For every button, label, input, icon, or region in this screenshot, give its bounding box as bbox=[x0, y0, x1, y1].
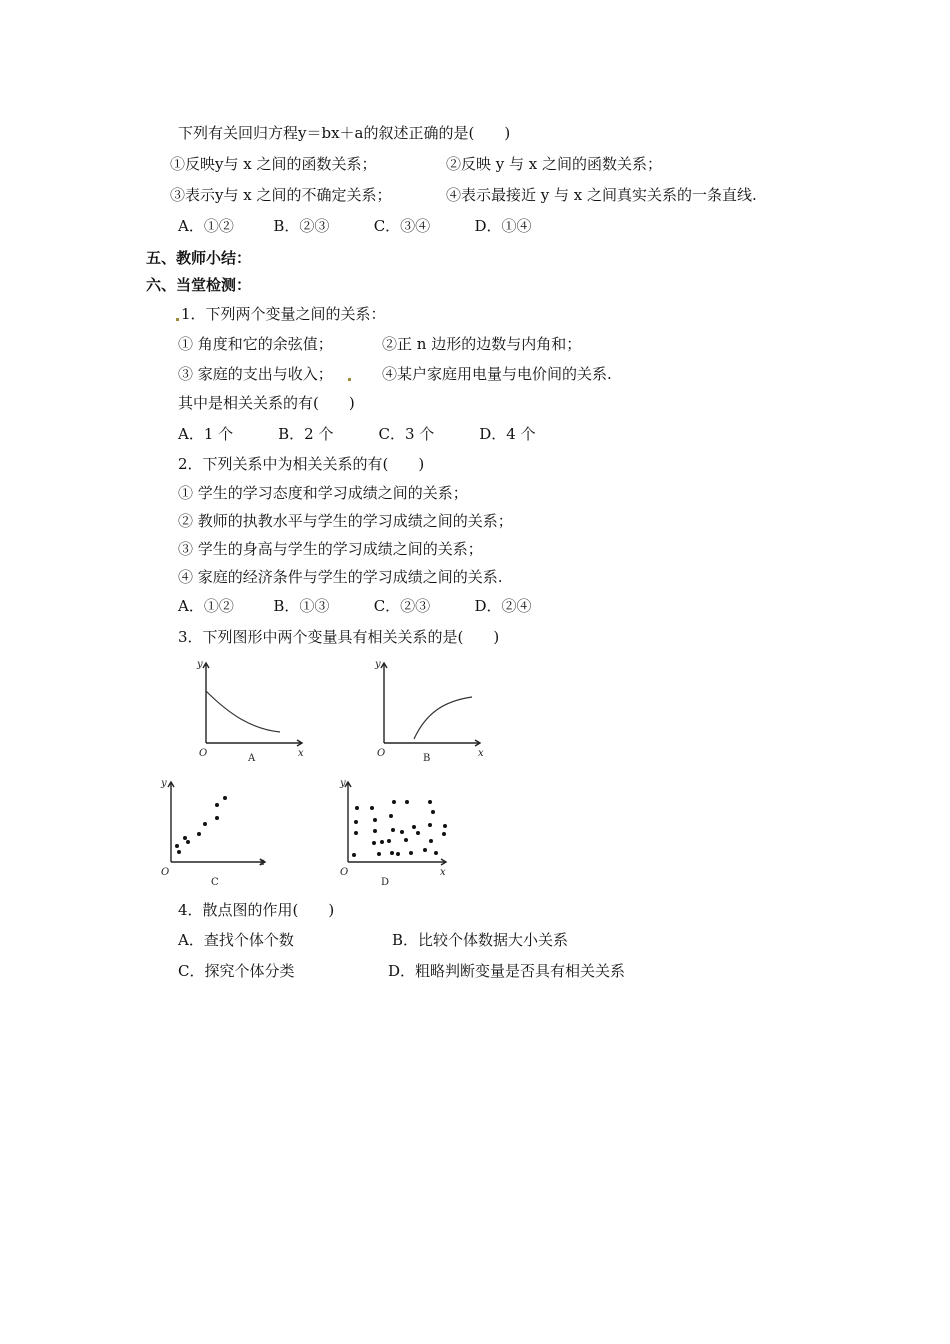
section-six-heading: 六、当堂检测： bbox=[146, 276, 252, 294]
intro-statement-1: ①反映y与 x 之间的函数关系； bbox=[170, 155, 377, 173]
decreasing-curve bbox=[206, 691, 280, 732]
y-axis-label: y bbox=[197, 659, 203, 670]
q2-statement-4: ④ 家庭的经济条件与学生的学习成绩之间的关系. bbox=[178, 568, 503, 586]
origin-label: O bbox=[340, 867, 349, 878]
q2-statement-2: ② 教师的执教水平与学生的学习成绩之间的关系； bbox=[178, 512, 513, 530]
scatter-points-c bbox=[175, 796, 227, 854]
intro-statement-3: ③表示y与 x 之间的不确定关系； bbox=[170, 186, 392, 204]
q1-title-text: 1．下列两个变量之间的关系： bbox=[181, 305, 386, 323]
q2-options: A．①② B．①③ C．②③ D．②④ bbox=[178, 597, 532, 615]
x-axis-label: x bbox=[298, 748, 304, 759]
point bbox=[373, 818, 377, 822]
point bbox=[215, 816, 219, 820]
y-axis-label: y bbox=[161, 778, 167, 789]
point bbox=[405, 800, 409, 804]
point bbox=[372, 841, 376, 845]
point bbox=[392, 800, 396, 804]
figure-a bbox=[190, 655, 315, 765]
point bbox=[352, 853, 356, 857]
q1-row2-mark bbox=[348, 364, 353, 384]
point bbox=[428, 800, 432, 804]
point bbox=[197, 832, 201, 836]
intro-statement-2: ②反映 y 与 x 之间的函数关系； bbox=[446, 155, 663, 173]
point bbox=[396, 852, 400, 856]
point bbox=[186, 840, 190, 844]
figure-d bbox=[332, 772, 462, 887]
point bbox=[443, 824, 447, 828]
q1-title bbox=[176, 304, 386, 324]
point bbox=[400, 830, 404, 834]
point bbox=[354, 820, 358, 824]
point bbox=[428, 823, 432, 827]
figure-b bbox=[368, 655, 493, 765]
point bbox=[175, 844, 179, 848]
figure-a-caption: A bbox=[248, 753, 256, 764]
intro-question: 下列有关回归方程y＝bx＋a的叙述正确的是( ) bbox=[178, 124, 511, 142]
point bbox=[404, 838, 408, 842]
q2-statement-3: ③ 学生的身高与学生的学习成绩之间的关系； bbox=[178, 540, 483, 558]
intro-statement-4: ④表示最接近 y 与 x 之间真实关系的一条直线. bbox=[446, 186, 757, 204]
q1-ask: 其中是相关关系的有( ) bbox=[178, 394, 355, 412]
point bbox=[390, 851, 394, 855]
figure-d-caption: D bbox=[381, 877, 390, 887]
point bbox=[409, 851, 413, 855]
point bbox=[183, 836, 187, 840]
point bbox=[203, 822, 207, 826]
point bbox=[416, 831, 420, 835]
figure-c bbox=[155, 772, 280, 887]
point bbox=[354, 831, 358, 835]
q1-row2-b: ④某户家庭用电量与电价间的关系. bbox=[382, 365, 612, 383]
intro-options: A．①② B．②③ C．③④ D．①④ bbox=[178, 217, 532, 235]
q2-title: 2．下列关系中为相关关系的有( ) bbox=[178, 455, 425, 473]
scatter-points-d bbox=[352, 800, 447, 857]
section-five-heading: 五、教师小结： bbox=[146, 249, 252, 267]
figure-c-caption: C bbox=[211, 877, 219, 887]
q4-option-d: D．粗略判断变量是否具有相关关系 bbox=[388, 962, 626, 980]
origin-label: O bbox=[377, 748, 386, 759]
q1-row2-a: ③ 家庭的支出与收入； bbox=[178, 365, 333, 383]
q3-title: 3．下列图形中两个变量具有相关关系的是( ) bbox=[178, 628, 500, 646]
x-axis-label: x bbox=[259, 857, 265, 868]
point bbox=[412, 825, 416, 829]
q1-row1-b: ②正 n 边形的边数与内角和； bbox=[382, 335, 582, 353]
point bbox=[391, 828, 395, 832]
scan-mark bbox=[348, 378, 351, 381]
point bbox=[387, 839, 391, 843]
y-axis-label: y bbox=[340, 778, 346, 789]
q2-statement-1: ① 学生的学习态度和学习成绩之间的关系； bbox=[178, 484, 468, 502]
point bbox=[215, 803, 219, 807]
figure-b-caption: B bbox=[423, 753, 431, 764]
q4-title: 4．散点图的作用( ) bbox=[178, 901, 335, 919]
point bbox=[380, 840, 384, 844]
q4-option-a: A．查找个体个数 bbox=[178, 931, 294, 949]
point bbox=[429, 839, 433, 843]
q4-option-b: B．比较个体数据大小关系 bbox=[392, 931, 569, 949]
q1-options: A．1 个 B．2 个 C．3 个 D．4 个 bbox=[178, 425, 536, 443]
origin-label: O bbox=[161, 867, 170, 878]
scan-mark bbox=[176, 318, 179, 321]
increasing-curve bbox=[414, 697, 472, 739]
y-axis-label: y bbox=[375, 659, 381, 670]
point bbox=[373, 829, 377, 833]
point bbox=[223, 796, 227, 800]
q4-option-c: C．探究个体分类 bbox=[178, 962, 295, 980]
point bbox=[389, 814, 393, 818]
point bbox=[377, 852, 381, 856]
q1-row1-a: ① 角度和它的余弦值； bbox=[178, 335, 333, 353]
point bbox=[370, 806, 374, 810]
origin-label: O bbox=[199, 748, 208, 759]
point bbox=[442, 832, 446, 836]
point bbox=[355, 806, 359, 810]
point bbox=[423, 848, 427, 852]
point bbox=[177, 850, 181, 854]
point bbox=[434, 851, 438, 855]
x-axis-label: x bbox=[478, 748, 484, 759]
x-axis-label: x bbox=[440, 867, 446, 878]
point bbox=[431, 810, 435, 814]
